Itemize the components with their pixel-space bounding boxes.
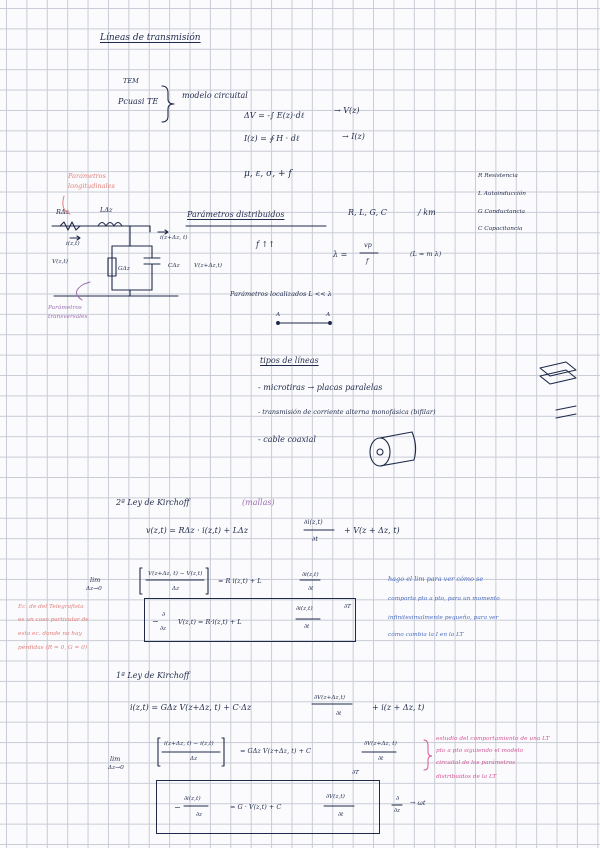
intro-brace [162, 86, 174, 122]
lim1-tail-den: ∂t [308, 586, 314, 592]
telegrapher-note-4: pérdidas (R = 0, G = 0) [18, 645, 88, 651]
telegrapher-note-2: es un caso particular de [18, 617, 89, 623]
legend-g: G Conductancia [478, 209, 525, 215]
line-type-microstrip: - microtiras → placas paralelas [258, 383, 383, 392]
bifilar-icon [556, 406, 576, 418]
line-type-bifilar: - transmisión de corriente alterna monofásica (bifilar) [258, 408, 436, 416]
lim1-dt: ∂T [344, 604, 351, 610]
model-note-3: circuital de los parámetros [436, 760, 516, 766]
trail-den: ∂z [394, 808, 401, 814]
lim1-tail-num: ∂i(z,t) [302, 572, 319, 578]
model-note-2: pto a pto siguiendo el modelo [436, 748, 523, 754]
kirchhoff1-eq: i(z,t) = GΔz V(z+Δz, t) + C·Δz [130, 703, 252, 712]
transversal-arrow [76, 282, 90, 300]
boxed1-den2: ∂t [304, 624, 310, 630]
line-type-coaxial: - cable coaxial [258, 435, 316, 444]
boxed2-den2: ∂t [338, 812, 344, 818]
tem-label: TEM [123, 77, 139, 85]
longitudinal-arrow [63, 196, 70, 214]
boxed1-num2: ∂i(z,t) [296, 606, 313, 612]
kirchhoff2-note: (mallas) [242, 498, 275, 507]
legend-r: R Resistencia [478, 173, 518, 179]
kirchhoff2-eq-num: ∂i(z,t) [304, 518, 323, 526]
lim1-label: lim [90, 576, 101, 584]
circuit-schematic [52, 222, 178, 296]
boxed2-num2: ∂V(z,t) [326, 794, 345, 800]
lim2-dt: ∂T [352, 770, 359, 776]
lim2-frac-num: i(z+Δz, t) − i(z,t) [164, 741, 214, 747]
kirchhoff2-eq: v(z,t) = RΔz · i(z,t) + LΔz [146, 526, 249, 535]
l-dz-label: LΔz [100, 206, 113, 214]
point-a-right: A [326, 312, 331, 318]
boxed2-num1: ∂i(z,t) [184, 796, 201, 802]
lim1-tail: = R i(z,t) + L [218, 577, 262, 585]
model-note-4: distribuidos de la LT [436, 774, 497, 780]
current-integral-eq: I(z) = ∮ H · dℓ [244, 134, 300, 143]
kirchhoff1-eq-num: ∂V(z+Δz,t) [314, 695, 346, 701]
lim2-tail: = GΔz V(z+Δz, t) + C [240, 747, 311, 755]
c-dz-label: CΔz [168, 263, 180, 269]
lambda-num: vp [364, 241, 372, 249]
boxed2-mid: = G · V(z,t) + C [230, 803, 282, 811]
boxed1-den1: ∂z [160, 626, 167, 632]
lambda-lhs: λ = [333, 250, 348, 259]
material-params: μ, ε, σ, + f [244, 169, 292, 179]
kirchhoff1-title: 1ª Ley de Kirchoff [116, 671, 190, 680]
trail-num: ∂ [396, 796, 399, 802]
g-dz-label: GΔz [118, 266, 130, 272]
i-z-label: i(z,t) [66, 241, 80, 247]
v-z-dz-label: V(z+Δz,t) [194, 263, 223, 269]
kirchhoff1-eq-tail: + i(z + Δz, t) [372, 703, 425, 712]
longitudinal-params-label: Parámetros longitudinales [68, 172, 115, 190]
kirchhoff2-title: 2ª Ley de Kirchoff [116, 498, 190, 507]
transversal-params-label: Parámetros transversales [48, 305, 88, 320]
lim1-frac-den: Δz [172, 586, 180, 592]
cuasi-tem-label: Pcuasi TE [118, 97, 159, 106]
boxed2-den1: ∂z [196, 812, 203, 818]
lim2-sub: Δz→0 [108, 765, 124, 771]
lim2-tail-den: ∂t [378, 756, 384, 762]
voltage-integral-eq: ΔV = -∫ E(z)·dℓ [244, 111, 305, 120]
limit-note-2: comporta pto a pto, para un momento [388, 596, 500, 602]
length-compare: (L ≈ m λ) [410, 250, 442, 258]
boxed1-num1: ∂ [162, 612, 165, 618]
kirchhoff2-eq-tail: + V(z + Δz, t) [344, 526, 400, 535]
boxed2-minus: − [174, 803, 181, 812]
telegrapher-note-1: Ec. de del Telegrafista [18, 604, 84, 610]
lumped-params-label: Parámetros localizados L << λ [230, 290, 332, 298]
current-result: → I(z) [342, 132, 365, 141]
v-z-label: V(z,t) [52, 259, 68, 265]
telegrapher-note-3: esta ec. donde no hay [18, 631, 82, 637]
line-types-title: tipos de líneas [260, 356, 319, 365]
magenta-brace [424, 740, 432, 770]
freq-high-label: f ↑↑ [256, 240, 275, 249]
lambda-den: f [366, 257, 369, 265]
lim2-frac-den: Δz [190, 756, 198, 762]
trail-tail: → ωt [410, 799, 426, 807]
lim1-frac-num: V(z+Δz, t) − V(z,t) [148, 571, 203, 577]
per-km-label: / km [418, 208, 436, 217]
boxed1-minus: − [152, 617, 159, 626]
parallel-plates-icon [540, 362, 576, 384]
modelo-circuital-label: modelo circuital [182, 91, 248, 100]
point-a-left: A [276, 312, 281, 318]
legend-c: C Capacitancia [478, 226, 523, 232]
rlgc-label: R, L, G, C [348, 208, 387, 217]
legend-l: L Autoinducción [478, 191, 527, 197]
boxed1-mid: V(z,t) = R·i(z,t) + L [178, 618, 242, 626]
limit-note-1: hago el lim para ver cómo se [388, 575, 484, 583]
i-z-dz-label: i(z+Δz, t) [160, 235, 188, 241]
limit-note-4: cómo cambia la I en la LT [388, 632, 464, 638]
page-title: Líneas de transmisión [100, 33, 201, 43]
lim1-sub: Δz→0 [86, 586, 102, 592]
lim2-label: lim [110, 755, 121, 763]
coaxial-icon [370, 432, 416, 466]
voltage-result: → V(z) [334, 106, 360, 115]
limit-note-3: infinitesimalmente pequeño, para ver [388, 615, 499, 621]
kirchhoff1-eq-den: ∂t [336, 711, 342, 717]
r-dz-label: RΔz [56, 208, 70, 216]
model-note-1: estudio del comportamiento de una LT [436, 736, 550, 742]
kirchhoff2-eq-den: ∂t [312, 535, 318, 543]
lim2-tail-num: ∂V(z+Δz, t) [364, 741, 397, 747]
distributed-params-label: Parámetros distribuidos [187, 210, 285, 219]
